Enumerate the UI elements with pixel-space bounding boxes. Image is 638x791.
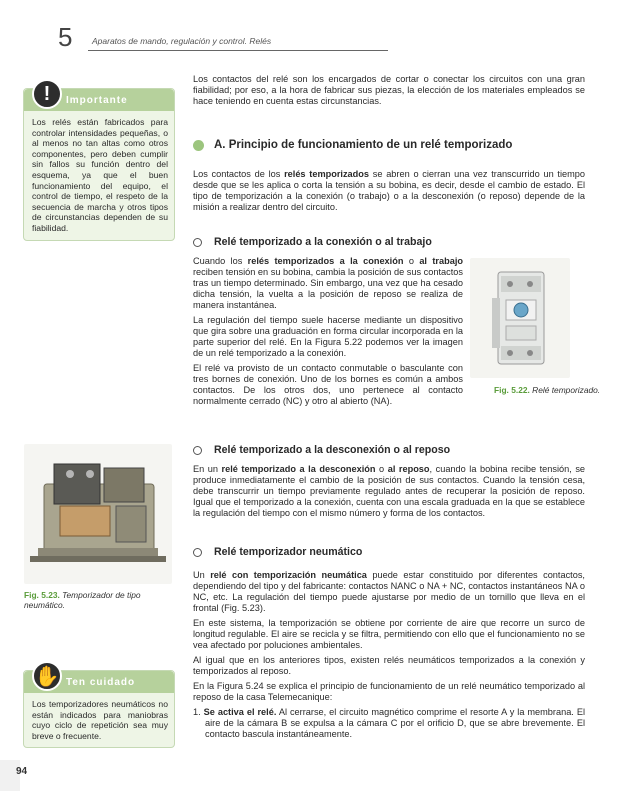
chapter-title: Aparatos de mando, regulación y control. Relés [92, 36, 272, 46]
hand-stop-icon: ✋ [32, 661, 62, 691]
fig-5-23-caption: Fig. 5.23. Temporizador de tipo neumático. [24, 590, 141, 610]
section-a-heading: A. Principio de funcionamiento de un relé temporizado [193, 139, 512, 151]
careful-box-title: Ten cuidado [24, 671, 174, 693]
header-rule [88, 50, 388, 51]
subsection-bullet-icon [193, 238, 202, 247]
subsection-3-heading: Relé temporizador neumático [193, 546, 362, 558]
page-header [58, 22, 388, 56]
subsection-2-heading: Relé temporizado a la desconexión o al reposo [193, 444, 450, 456]
fig-5-22-photo [470, 258, 570, 378]
important-box-title: Importante [24, 89, 174, 111]
subsection-2-text: En un relé temporizado a la desconexión o al reposo, cuando la bobina recibe tensión, se produce inmediatamente el cambio de la posición de sus contactos. Cuando la tensión cesa, debe transcurrir un tiempo previamente regulado antes de recuperar la posición de reposo. Igual que el temporizado a la conexión, cuenta con una escala graduada en la que se establece la regulación del tiempo con el mismo número y forma de los contactos. [193, 464, 586, 518]
important-box [23, 82, 175, 241]
subsection-1-text: Cuando los relés temporizados a la conexión o al trabajo reciben tensión en su bobina, cambia la posición de sus contactos tras un tiempo determinado. Sin embargo, una vez que ha cesado dicha tensión, la vuelta a la posición de reposo se realiza de manera instantánea. La regulación del tiempo suele hacerse mediante un dispositivo que gira sobre una graduación en forma circular incorporada en la parte superior del relé. En la Figura 5.22 podemos ver la imagen de un relé temporizado a la conexión. El relé va provisto de un contacto conmutable o basculante con tres bornes de conexión. Uno de los bornes es común a ambos contactos. De los otros dos, uno pertenece al contacto normalmente cerrado (NC) y otro al abierto (NA). [193, 256, 463, 406]
intro-paragraph: Los contactos del relé son los encargados de cortar o conectar los circuitos con una gran fiabilidad; por eso, a la hora de fabricar sus piezas, la elección de los materiales empleados se hace teniendo en cuenta estas circunstancias. [193, 74, 585, 106]
fig-5-22-caption: Fig. 5.22. Relé temporizado. [494, 385, 601, 395]
section-bullet-icon [193, 140, 204, 151]
subsection-bullet-icon [193, 446, 202, 455]
fig-5-23-photo [24, 444, 172, 584]
subsection-1-heading: Relé temporizado a la conexión o al trabajo [193, 236, 432, 248]
section-a-text: Los contactos de los relés temporizados se abren o cierran una vez transcurrido un tiempo desde que se les aplica o corta la tensión a su bobina, es decir, desde el cambio de estado. El tipo de temporización a la conexión (o trabajo) o a la desconexión (o reposo) depende de la misión a realizar dentro del circuito. [193, 169, 586, 212]
careful-box [23, 665, 175, 748]
subsection-3-text: Un relé con temporización neumática puede estar constituido por diferentes contactos, dependiendo del tipo y del fabricante: contactos NANC o NA + NC, contactos instantáneos NA o NC, etc. La regulación del tiempo puede ajustarse por medio de un tornillo que lleva en el frontal (Fig. 5.23). En este sistema, la temporización se obtiene por corriente de aire que recorre un surco de longitud regulable. El aire se recicla y se filtra, permitiendo con ello que el funcionamiento no se vea afectado por poluciones ambientales. Al igual que en los anteriores tipos, existen relés neumáticos temporizados a la conexión y temporizados al reposo. En la Figura 5.24 se explica el principio de funcionamiento de un relé neumático temporizado al reposo de la casa Telemecanique: 1. Se activa el relé. Al cerrarse, el circuito magnético comprime el resorte A y la membrana. El aire de la cámara B se expulsa a la cámara C por el orificio D, que se abre brevemente. El contacto bascula instantáneamente. [193, 570, 585, 739]
list-item: 1. Se activa el relé. Al cerrarse, el circuito magnético comprime el resorte A y la membrana. El aire de la cámara B se expulsa a la cámara C por el orificio D, que se abre brevemente. El contacto bascula instantáneamente. [193, 707, 585, 739]
chapter-number: 5 [58, 22, 73, 52]
subsection-bullet-icon [193, 548, 202, 557]
important-box-text: Los relés están fabricados para controlar intensidades pequeñas, o al menos no tan altas como otros componentes, pero deben cumplir sin fallos su función dentro del esquema, ya que el buen funcionamiento del equipo, el control de tiempo, el respeto de la secuencia de marcha y otros tipos de circunstancias dependen de su fiabilidad. [32, 117, 168, 233]
exclamation-icon: ! [32, 79, 62, 109]
careful-box-text: Los temporizadores neumáticos no están indicados para maniobras cuyo ciclo de repetición sea muy breve o frecuente. [32, 699, 168, 741]
page-number: 94 [16, 766, 28, 777]
